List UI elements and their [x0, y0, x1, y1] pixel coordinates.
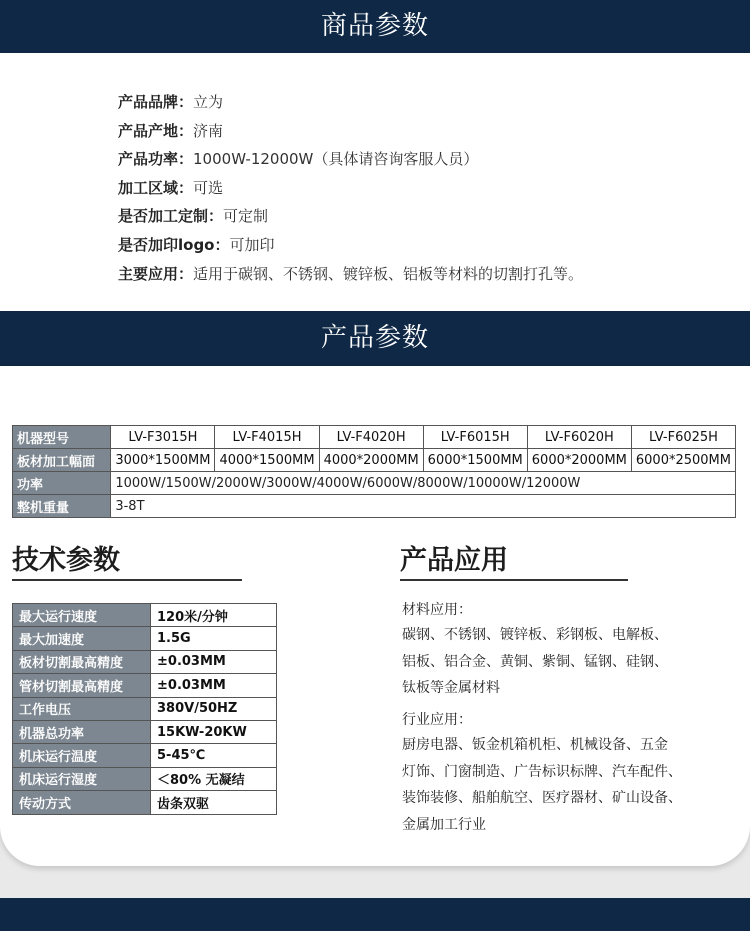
table-header-cell: 板材切割最高精度	[13, 650, 151, 673]
info-value: 济南	[193, 121, 224, 140]
table-row	[13, 720, 277, 743]
table-cell: 6000*1500MM	[423, 449, 527, 472]
table-header-cell: 机床运行湿度	[13, 767, 151, 790]
table-header-cell: 整机重量	[13, 495, 111, 518]
info-label: 是否加印logo：	[118, 235, 230, 254]
table-row	[13, 767, 277, 790]
table-cell: LV-F6015H	[423, 426, 527, 449]
table-cell: 5-45℃	[151, 744, 277, 767]
product-info-item	[118, 202, 583, 231]
industry-application-line: 金属加工行业	[402, 816, 486, 833]
table-row	[13, 495, 736, 518]
table-cell: ±0.03MM	[151, 674, 277, 697]
table-cell: 1.5G	[151, 627, 277, 650]
table-row	[13, 791, 277, 814]
material-application-line: 钛板等金属材料	[402, 680, 500, 696]
material-application-line: 铝板、铝合金、黄铜、紫铜、锰钢、硅钢、	[402, 653, 668, 670]
table-cell: 15KW-20KW	[151, 720, 277, 743]
model-spec-table	[12, 425, 736, 518]
product-info-list	[118, 88, 583, 288]
table-header-cell: 机床运行温度	[13, 744, 151, 767]
divider	[400, 579, 628, 581]
product-info-item	[118, 88, 583, 117]
info-value: 可选	[193, 178, 224, 197]
table-header-cell: 工作电压	[13, 697, 151, 720]
table-cell: 4000*2000MM	[319, 449, 423, 472]
table-header-cell: 管材切割最高精度	[13, 674, 151, 697]
product-info-item	[118, 145, 583, 174]
info-label: 产品功率：	[118, 150, 194, 169]
table-cell: 4000*1500MM	[215, 449, 319, 472]
table-row	[13, 697, 277, 720]
product-info-item	[118, 117, 583, 146]
table-header-cell: 最大运行速度	[13, 604, 151, 627]
info-value: 可定制	[223, 207, 269, 226]
industry-application-line: 装饰装修、船舶航空、医疗器材、矿山设备、	[402, 790, 682, 806]
product-info-item	[118, 260, 583, 289]
bottom-banner	[0, 898, 750, 931]
info-value: 立为	[193, 93, 224, 111]
product-info-item	[118, 231, 583, 260]
table-row	[13, 604, 277, 627]
table-cell: 120米/分钟	[151, 604, 277, 627]
table-cell: LV-F4015H	[215, 426, 319, 449]
table-cell: 6000*2000MM	[527, 449, 631, 472]
table-cell: 3-8T	[111, 495, 736, 518]
tech-params-title: 技术参数	[12, 545, 120, 576]
table-cell: LV-F6020H	[527, 426, 631, 449]
info-value: 适用于碳钢、不锈钢、镀锌板、铝板等材料的切割打孔等。	[193, 264, 584, 283]
info-value: 可加印	[229, 235, 275, 254]
product-application-title: 产品应用	[400, 545, 508, 576]
tech-params-table	[12, 603, 277, 815]
table-cell: LV-F4020H	[319, 426, 423, 449]
table-row	[13, 426, 736, 449]
product-info-item	[118, 174, 583, 203]
table-row	[13, 744, 277, 767]
section-banner-product-params: 商品参数	[0, 0, 750, 53]
table-row	[13, 674, 277, 697]
table-cell: 1000W/1500W/2000W/3000W/4000W/6000W/8000W/10000W/12000W	[111, 472, 736, 495]
table-row	[13, 650, 277, 673]
table-row	[13, 449, 736, 472]
table-cell: LV-F3015H	[111, 426, 215, 449]
industry-application	[402, 708, 682, 838]
divider	[12, 579, 242, 581]
industry-application-line: 灯饰、门窗制造、广告标识标牌、汽车配件、	[402, 763, 682, 780]
table-header-cell: 功率	[13, 472, 111, 495]
table-header-cell: 传动方式	[13, 791, 151, 814]
table-header-cell: 最大加速度	[13, 627, 151, 650]
table-header-cell: 板材加工幅面	[13, 449, 111, 472]
info-label: 产品品牌：	[118, 93, 194, 111]
table-row	[13, 472, 736, 495]
material-application	[402, 598, 668, 702]
table-cell: ±0.03MM	[151, 650, 277, 673]
table-cell: 380V/50HZ	[151, 697, 277, 720]
industry-application-title: 行业应用：	[402, 712, 472, 728]
table-header-cell: 机器总功率	[13, 720, 151, 743]
info-label: 产品产地：	[118, 121, 194, 140]
table-cell: LV-F6025H	[631, 426, 735, 449]
info-label: 是否加工定制：	[118, 207, 224, 226]
info-label: 加工区域：	[118, 178, 194, 197]
material-application-line: 碳钢、不锈钢、镀锌板、彩钢板、电解板、	[402, 627, 668, 643]
info-label: 主要应用：	[118, 264, 194, 283]
table-header-cell: 机器型号	[13, 426, 111, 449]
table-cell: 3000*1500MM	[111, 449, 215, 472]
table-cell: 齿条双驱	[151, 791, 277, 814]
table-cell: ＜80% 无凝结	[151, 767, 277, 790]
material-application-title: 材料应用：	[402, 602, 472, 618]
industry-application-line: 厨房电器、钣金机箱机柜、机械设备、五金	[402, 737, 668, 753]
info-value: 1000W-12000W（具体请咨询客服人员）	[193, 150, 479, 169]
table-row	[13, 627, 277, 650]
table-cell: 6000*2500MM	[631, 449, 735, 472]
section-banner-product-spec: 产品参数	[0, 311, 750, 366]
